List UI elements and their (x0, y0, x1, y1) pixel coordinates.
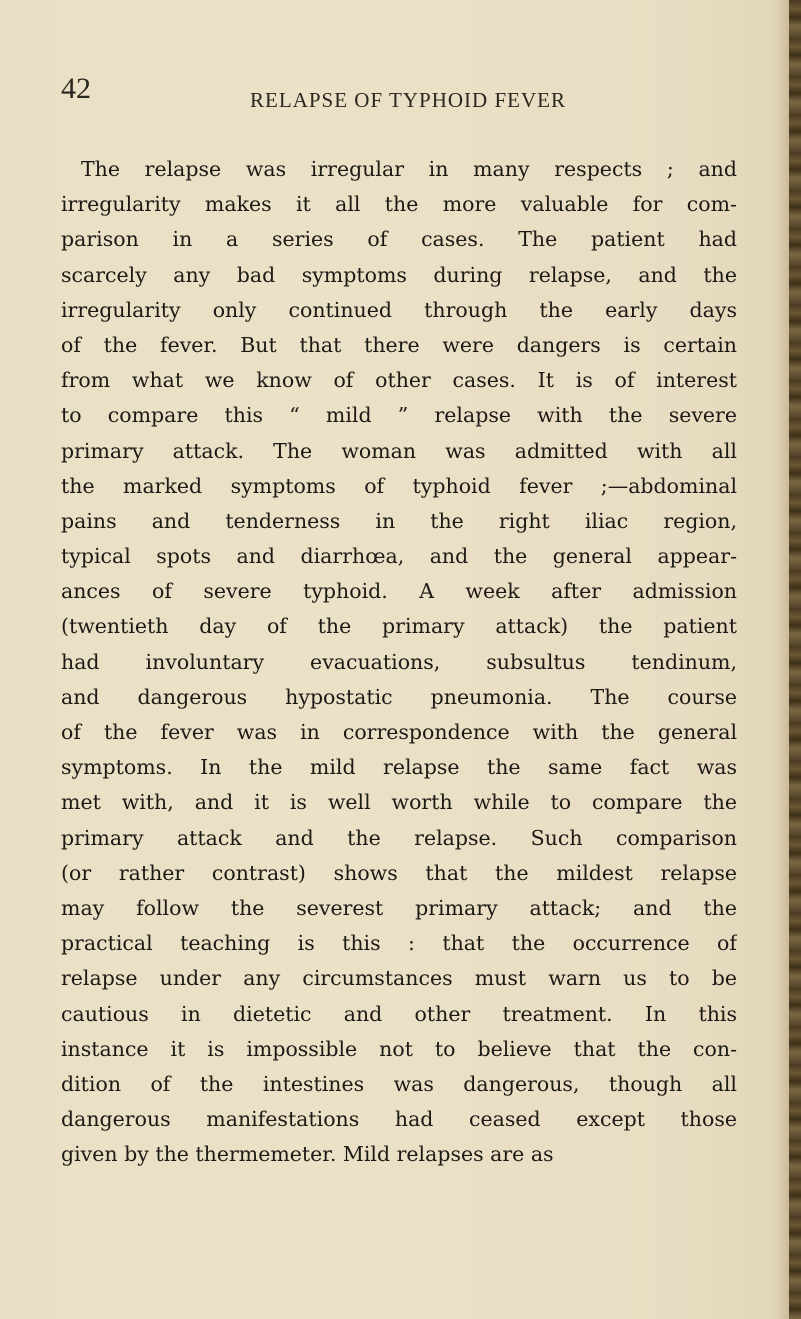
body-paragraph (61, 152, 737, 1172)
text-line: symptoms. In the mild relapse the same fact was (61, 755, 737, 780)
text-line: (twentieth day of the primary attack) the patient (61, 614, 737, 639)
text-line: to compare this “ mild ” relapse with the severe (61, 403, 737, 428)
text-line: parison in a series of cases. The patient had (61, 227, 737, 252)
text-line: primary attack and the relapse. Such comparison (61, 825, 737, 850)
text-line: The relapse was irregular in many respects ; and (81, 157, 737, 181)
text-line: pains and tenderness in the right iliac region, (61, 508, 737, 533)
text-line: practical teaching is this : that the occurrence of (61, 931, 737, 956)
text-line: relapse under any circumstances must warn us to be (61, 966, 737, 991)
text-line: had involuntary evacuations, subsultus tendinum, (61, 649, 737, 674)
text-line: (or rather contrast) shows that the mildest relapse (61, 860, 737, 885)
text-line: irregularity only continued through the early days (61, 297, 737, 322)
text-line: the marked symptoms of typhoid fever ;—abdominal (61, 473, 737, 498)
text-line: primary attack. The woman was admitted with all (61, 438, 737, 463)
text-line: from what we know of other cases. It is of interest (61, 368, 737, 393)
text-line: cautious in dietetic and other treatment. In this (61, 1001, 737, 1026)
text-line: of the fever. But that there were dangers is certain (61, 332, 737, 357)
text-line: met with, and it is well worth while to compare the (61, 790, 737, 815)
text-line: may follow the severest primary attack; and the (61, 895, 737, 920)
text-line: dangerous manifestations had ceased except those (61, 1107, 737, 1132)
text-line: of the fever was in correspondence with the general (61, 720, 737, 744)
text-line: and dangerous hypostatic pneumonia. The course (61, 684, 737, 709)
page-gutter-shadow (775, 0, 789, 1319)
text-line: ances of severe typhoid. A week after admission (61, 579, 737, 604)
running-head: RELAPSE OF TYPHOID FEVER (250, 88, 566, 112)
text-line: typical spots and diarrhœa, and the general appear- (61, 544, 737, 569)
text-line: irregularity makes it all the more valuable for com- (61, 192, 737, 217)
page-edge-binding (789, 0, 801, 1319)
text-line: dition of the intestines was dangerous, though all (61, 1071, 737, 1096)
text-line: given by the thermemeter. Mild relapses are as (61, 1142, 554, 1167)
page-number: 42 (61, 72, 91, 105)
text-line: scarcely any bad symptoms during relapse, and the (61, 262, 737, 287)
text-line: instance it is impossible not to believe that the con- (61, 1036, 737, 1061)
